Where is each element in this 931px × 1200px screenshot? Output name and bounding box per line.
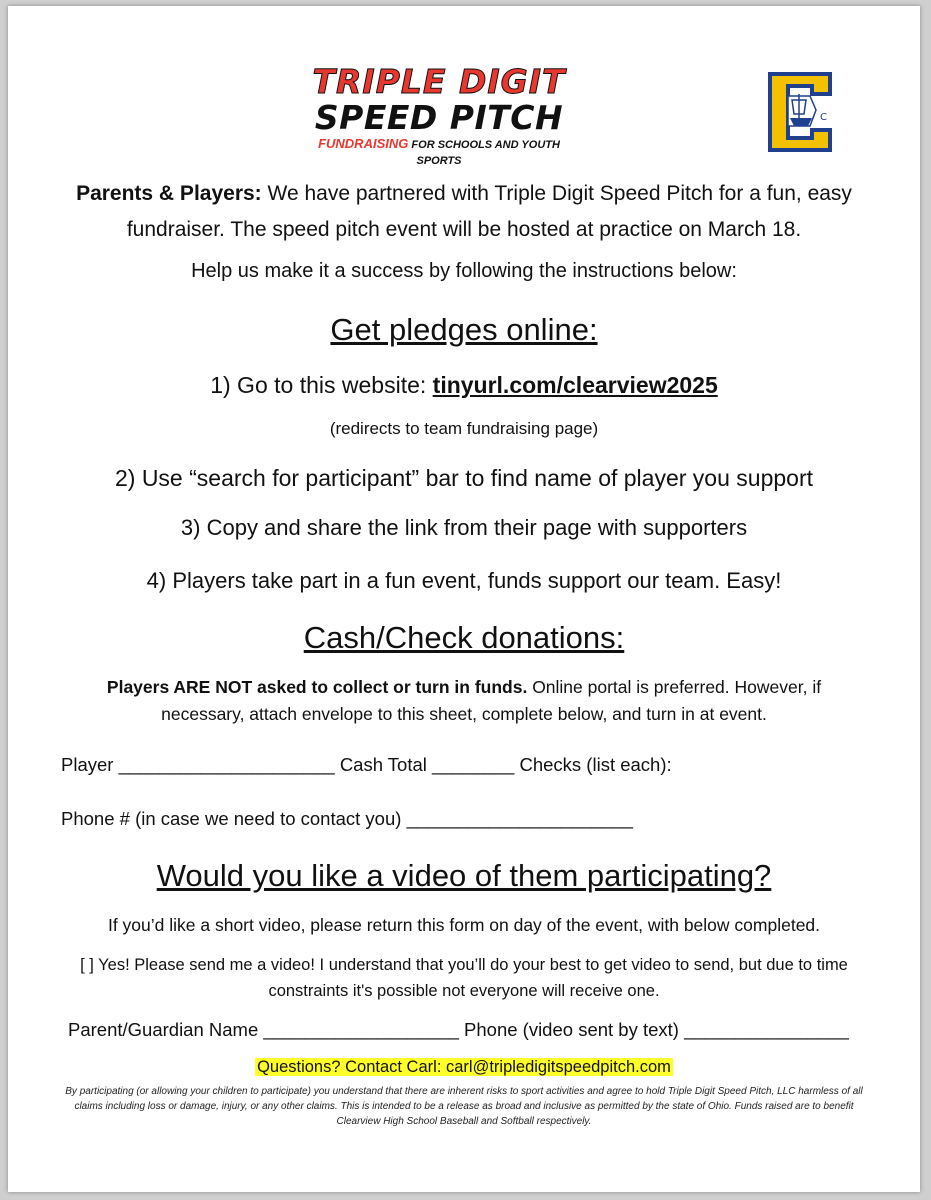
phone-field[interactable]: ______________________ (406, 808, 633, 829)
step-4: 4) Players take part in a fun event, funds support our team. Easy! (146, 568, 782, 593)
step-3: 3) Copy and share the link from their page with supporters (180, 515, 748, 540)
intro-line-2: fundraiser. The speed pitch event will be hosted at practice on March 18. (126, 218, 802, 241)
cash-total-label: Cash Total (339, 754, 427, 775)
video-phone-field[interactable]: ________________ (684, 1019, 849, 1040)
step-2: 2) Use “search for participant” bar to find name of player you support (114, 465, 813, 491)
guardian-label: Parent/Guardian Name (68, 1019, 259, 1040)
redirect-note: (redirects to team fundraising page) (329, 419, 599, 438)
logo-tagline-rest: FOR SCHOOLS AND YOUTH SPORTS (408, 139, 560, 167)
cash-instructions (8, 674, 920, 728)
clearview-crest-icon (766, 70, 834, 154)
player-label: Player (61, 754, 114, 775)
video-checkbox[interactable]: [ ] (80, 956, 94, 974)
checks-label: Checks (list each): (519, 754, 672, 775)
cash-text-1: Online portal is preferred. However, if (527, 677, 822, 697)
questions-highlight: Questions? Contact Carl: carl@tripledigitspeedpitch.com (257, 1058, 671, 1076)
pledges-heading: Get pledges online: (330, 312, 598, 347)
logo-tagline-highlight: FUNDRAISING (318, 136, 409, 151)
cash-total-field[interactable]: ________ (432, 754, 515, 775)
intro-paragraph (8, 176, 920, 248)
cash-line-2: necessary, attach envelope to this sheet, complete below, and turn in at event. (161, 704, 767, 724)
intro-line-1 (8, 176, 920, 212)
cash-warning: Players ARE NOT asked to collect or turn in funds. (106, 677, 528, 697)
logo-title-line1: TRIPLE DIGIT (312, 62, 566, 101)
disclaimer-text: By participating (or allowing your children to participate) you understand that there are inherent risks to sport activities and agree to hold Triple Digit Speed Pitch, LLC harmless of all claims including loss or damage, injury, or any other claims. This is intended to be a release as broad and inclusive as permitted by the state of Ohio. Funds raised are to benefit Clearview High School Baseball and Softball respectively. (65, 1086, 863, 1127)
video-request-text-1: Yes! Please send me a video! I understand that you’ll do your best to get video to send, but due to time (93, 956, 848, 974)
triple-digit-logo (310, 62, 568, 167)
logo-title-line2: SPEED PITCH (314, 98, 564, 137)
fundraiser-link[interactable]: tinyurl.com/clearview2025 (432, 372, 718, 398)
guardian-row (68, 1019, 849, 1041)
video-request-line-1 (8, 952, 920, 978)
help-text: Help us make it a success by following the instructions below: (191, 260, 737, 282)
questions-contact (8, 1054, 920, 1080)
cash-heading: Cash/Check donations: (303, 620, 625, 655)
player-field[interactable]: _____________________ (118, 754, 335, 775)
video-phone-label: Phone (video sent by text) (464, 1019, 679, 1040)
logo-tagline (310, 136, 568, 169)
video-request (8, 952, 920, 1004)
crest-letter: C (820, 112, 827, 123)
video-heading: Would you like a video of them participating? (156, 858, 772, 893)
phone-row (61, 808, 633, 830)
step-1-text: 1) Go to this website: (210, 372, 433, 398)
guardian-field[interactable]: ___________________ (263, 1019, 459, 1040)
video-instructions: If you’d like a short video, please return this form on day of the event, with below completed. (107, 915, 821, 935)
intro-text-1: We have partnered with Triple Digit Speed Pitch for a fun, easy (261, 182, 852, 205)
cash-line-1 (8, 674, 920, 701)
phone-label: Phone # (in case we need to contact you) (61, 808, 402, 829)
video-request-line-2: constraints it's possible not everyone will receive one. (268, 982, 660, 1000)
intro-label: Parents & Players: (76, 182, 262, 205)
player-cash-row (61, 754, 672, 776)
step-1 (8, 368, 920, 402)
flyer-page (8, 6, 920, 1192)
